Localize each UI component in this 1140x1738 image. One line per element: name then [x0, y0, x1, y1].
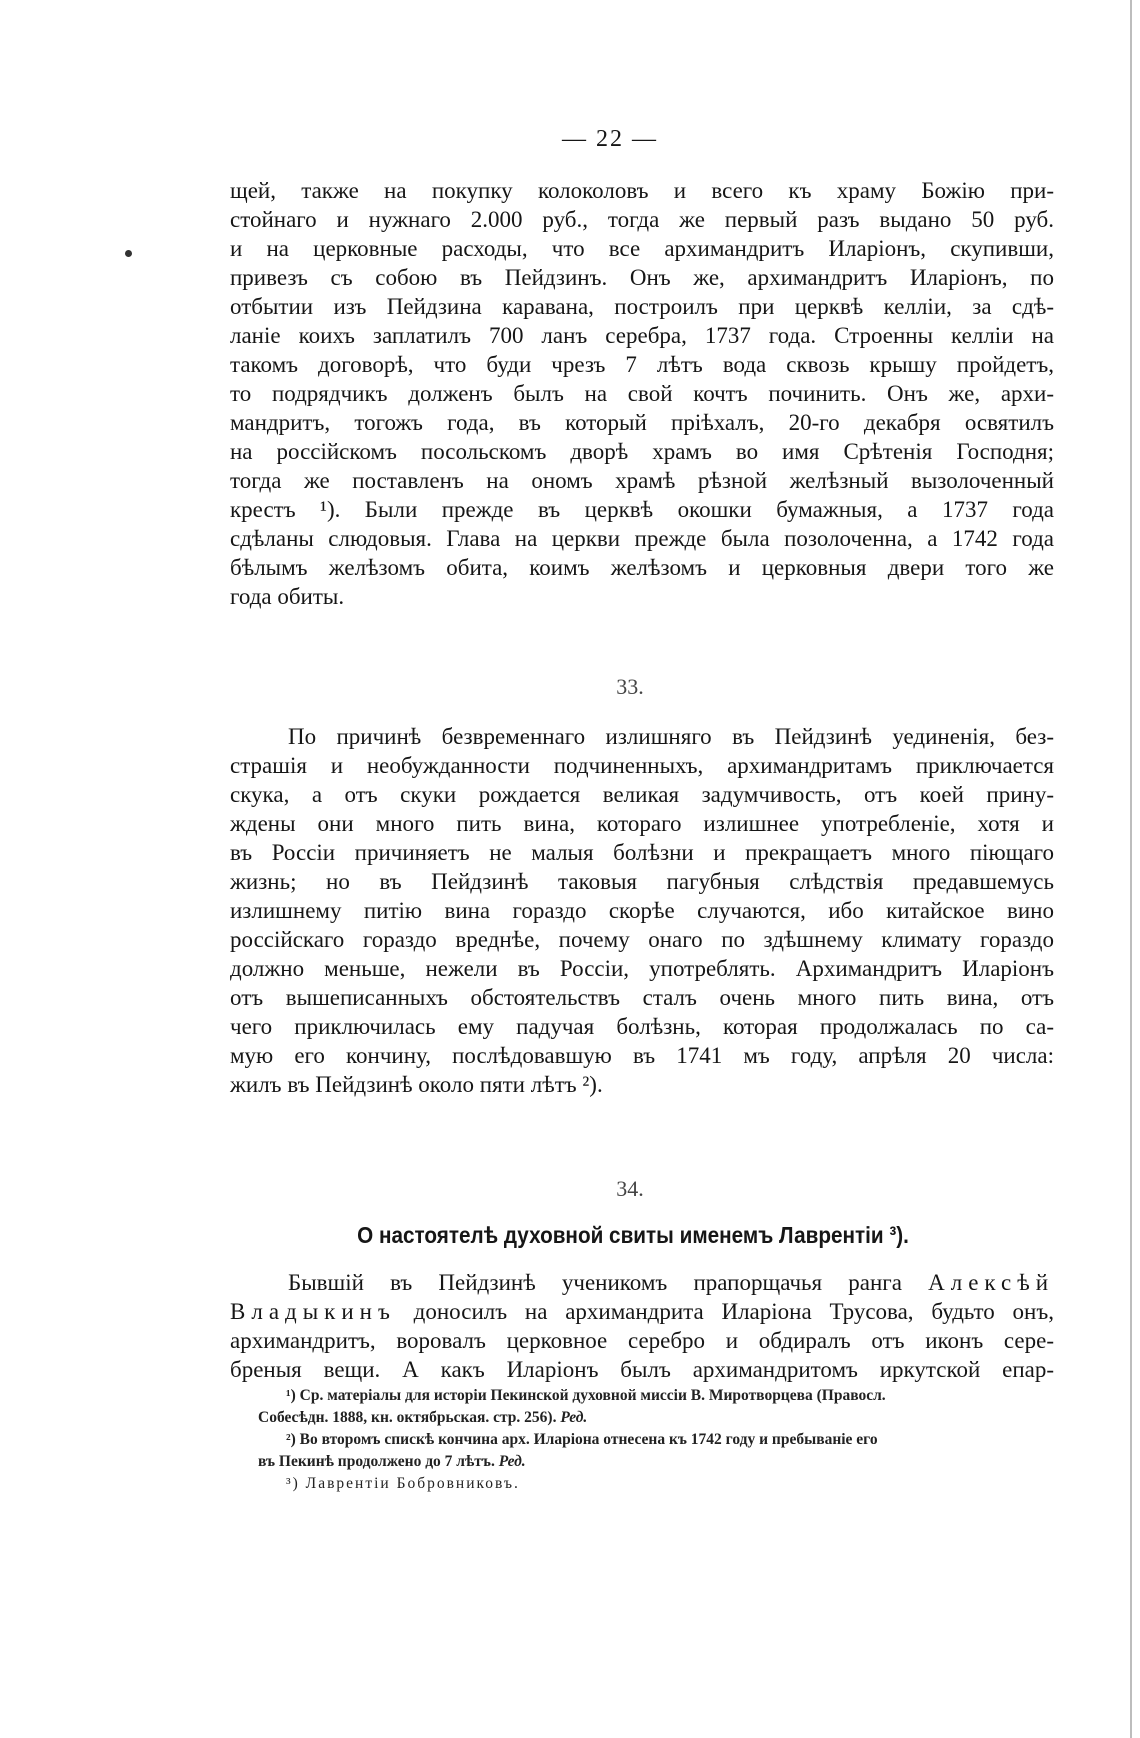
- text-line: привезъ съ собою въ Пейдзинъ. Онъ же, архимандритъ Иларіонъ, по: [230, 265, 1054, 290]
- text-line: и на церковные расходы, что все архимандритъ Иларіонъ, скупивши,: [230, 236, 1054, 261]
- text-line: страшія и необужданности подчиненныхъ, архимандритамъ приключается: [230, 753, 1054, 778]
- paragraph-1: [230, 176, 1054, 611]
- text-run: Бывшій въ Пейдзинѣ ученикомъ прапорщачья ранга: [288, 1270, 902, 1295]
- text-line: скука, а отъ скуки рождается великая задумчивость, отъ коей прину-: [230, 782, 1054, 807]
- page-number: — 22 —: [562, 126, 658, 152]
- text-line: жизнь; но въ Пейдзинѣ таковыя пагубныя слѣдствія предавшемусь: [230, 869, 1054, 894]
- scan-edge-line: [1130, 0, 1132, 1738]
- text-run: доносилъ на архимандрита Иларіона Трусова, будьто онъ,: [413, 1299, 1054, 1324]
- text-line: По причинѣ безвременнаго излишняго въ Пейдзинѣ уединенія, без-: [288, 724, 1054, 749]
- text-line: [230, 1297, 1054, 1326]
- text-line: архимандритъ, воровалъ церковное серебро и обдиралъ отъ иконъ сере-: [230, 1328, 1054, 1353]
- footnote-3: ³) Лаврентіи Бобровниковъ.: [286, 1475, 520, 1492]
- footnote-text: Собесѣдн. 1888, кн. октябрьская. стр. 256).: [258, 1409, 557, 1426]
- text-line: мандритъ, тогожъ года, въ который пріѣхалъ, 20-го декабря освятилъ: [230, 410, 1054, 435]
- editor-mark: Ред.: [560, 1409, 588, 1426]
- paragraph-2: [230, 722, 1054, 1099]
- text-line: чего приключилась ему падучая болѣзнь, которая продолжалась по са-: [230, 1014, 1054, 1039]
- person-name: Алексѣй: [928, 1270, 1055, 1295]
- footnote-2: ²) Во второмъ спискѣ кончина арх. Иларіона отнесена къ 1742 году и пребываніе его: [286, 1431, 878, 1448]
- text-line: стойнаго и нужнаго 2.000 руб., тогда же первый разъ выдано 50 руб.: [230, 207, 1054, 232]
- footnote-text: въ Пекинѣ продолжено до 7 лѣтъ.: [258, 1453, 495, 1470]
- text-line: отъ вышеписанныхъ обстоятельствъ сталъ очень много пить вина, отъ: [230, 985, 1054, 1010]
- text-line: [230, 1268, 1054, 1297]
- text-line: въ Россіи причиняетъ не малыя болѣзни и прекращаетъ много піющаго: [230, 840, 1054, 865]
- text-line: такомъ договорѣ, что буди чрезъ 7 лѣтъ вода сквозь крышу пройдетъ,: [230, 352, 1054, 377]
- text-line: на россійскомъ посольскомъ дворѣ храмъ во имя Срѣтенія Господня;: [230, 439, 1054, 464]
- text-line: ланіе коихъ заплатилъ 700 ланъ серебра, 1737 года. Строенны келліи на: [230, 323, 1054, 348]
- text-line: россійскаго гораздо вреднѣе, почему онаго по здѣшнему климату гораздо: [230, 927, 1054, 952]
- scan-speck: [125, 250, 132, 257]
- text-line: крестъ ¹). Были прежде въ церквѣ окошки бумажныя, а 1737 года: [230, 497, 1054, 522]
- text-line: должно меньше, нежели въ Россіи, употреблять. Архимандритъ Иларіонъ: [230, 956, 1054, 981]
- text-line: бѣлымъ желѣзомъ обита, коимъ желѣзомъ и церковныя двери того же: [230, 555, 1054, 580]
- text-line: жилъ въ Пейдзинѣ около пяти лѣтъ ²).: [230, 1072, 603, 1097]
- footnotes: [258, 1385, 1056, 1495]
- text-line: сдѣланы слюдовыя. Глава на церкви прежде была позолоченна, а 1742 года: [230, 526, 1054, 551]
- paragraph-3: [230, 1268, 1054, 1384]
- text-line: бреныя вещи. А какъ Иларіонъ былъ архимандритомъ иркутской епар-: [230, 1357, 1054, 1382]
- text-line: отбытии изъ Пейдзина каравана, построилъ при церквѣ келліи, за сдѣ-: [230, 294, 1054, 319]
- text-line: мую его кончину, послѣдовавшую въ 1741 мъ году, апрѣля 20 числа:: [230, 1043, 1054, 1068]
- text-line: щей, также на покупку колоколовъ и всего къ храму Божію при-: [230, 178, 1054, 203]
- text-line: ждены они много пить вина, котораго излишнее употребленіе, хотя и: [230, 811, 1054, 836]
- text-line: то подрядчикъ долженъ былъ на свой кочтъ починить. Онъ же, архи-: [230, 381, 1054, 406]
- text-line: года обиты.: [230, 584, 345, 609]
- footnote-1-continued: [258, 1407, 1056, 1429]
- person-name: Владыкинъ: [230, 1299, 396, 1324]
- footnote-2-continued: [258, 1451, 1056, 1473]
- footnote-1: ¹) Ср. матеріалы для исторіи Пекинской духовной миссіи В. Миротворцева (Правосл.: [286, 1387, 886, 1404]
- section-number-34: 34.: [616, 1176, 644, 1201]
- editor-mark: Ред.: [498, 1453, 526, 1470]
- text-line: излишнему питію вина гораздо скорѣе случаются, ибо китайское вино: [230, 898, 1054, 923]
- text-line: тогда же поставленъ на ономъ храмѣ рѣзной желѣзный вызолоченный: [230, 468, 1054, 493]
- section-title-34: О настоятелѣ духовной свиты именемъ Лаврентіи ³).: [357, 1222, 909, 1248]
- section-number-33: 33.: [616, 674, 644, 699]
